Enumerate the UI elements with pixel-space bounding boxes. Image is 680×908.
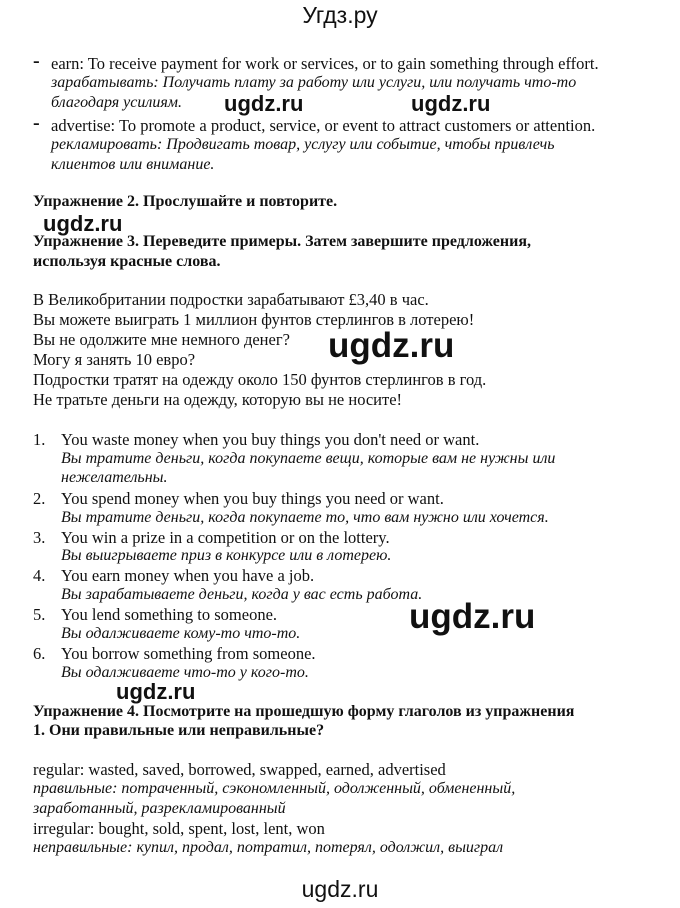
example-sentence: Вы можете выиграть 1 миллион фунтов стерлингов в лотерею!	[33, 310, 475, 329]
item-number: 1.	[33, 430, 46, 449]
example-sentence: Не тратьте деньги на одежду, которую вы не носите!	[33, 390, 403, 409]
site-title[interactable]: Угдз.ру	[302, 2, 378, 28]
vocab-advertise-ru-line: клиентов или внимание.	[51, 156, 215, 173]
watermark: ugdz.ru	[43, 211, 123, 236]
item-ru: Вы одалживаете кому-то что-то.	[61, 625, 301, 642]
vocab-earn-ru-line: зарабатывать: Получать плату за работу или услуги, или получать что-то	[51, 74, 577, 91]
item-ru: Вы тратите деньги, когда покупаете вещи, которые вам не нужны или	[61, 450, 556, 467]
watermark: ugdz.ru	[328, 326, 455, 365]
item-en: You lend something to someone.	[61, 605, 278, 624]
item-ru: Вы тратите деньги, когда покупаете то, что вам нужно или хочется.	[61, 509, 549, 526]
item-ru: Вы зарабатываете деньги, когда у вас есть работа.	[61, 586, 423, 603]
vocab-earn-ru-line: благодаря усилиям.	[51, 94, 182, 111]
item-number: 3.	[33, 528, 46, 547]
item-en: You win a prize in a competition or on the lottery.	[61, 528, 390, 547]
item-number: 2.	[33, 489, 46, 508]
item-en: You earn money when you have a job.	[61, 566, 315, 585]
item-ru: Вы выигрываете приз в конкурсе или в лотерею.	[61, 547, 392, 564]
bullet-marker: -	[33, 50, 40, 72]
item-number: 4.	[33, 566, 46, 585]
exercise-3-title: Упражнение 3. Переведите примеры. Затем завершите предложения,	[33, 233, 531, 250]
item-en: You waste money when you buy things you don't need or want.	[61, 430, 480, 449]
exercise-2-title: Упражнение 2. Прослушайте и повторите.	[33, 193, 338, 210]
vocab-advertise-ru-line: рекламировать: Продвигать товар, услугу или событие, чтобы привлечь	[51, 136, 555, 153]
item-en: You spend money when you buy things you need or want.	[61, 489, 444, 508]
example-sentence: Могу я занять 10 евро?	[33, 350, 196, 369]
watermark: ugdz.ru	[409, 597, 536, 636]
regular-ru: заработанный, разрекламированный	[33, 800, 286, 817]
example-sentence: Подростки тратят на одежду около 150 фунтов стерлингов в год.	[33, 370, 487, 389]
item-en: You borrow something from someone.	[61, 644, 316, 663]
exercise-3-title: используя красные слова.	[33, 253, 221, 270]
exercise-4-title: Упражнение 4. Посмотрите на прошедшую форму глаголов из упражнения	[33, 703, 575, 720]
regular-en: regular: wasted, saved, borrowed, swapped, earned, advertised	[33, 760, 446, 779]
irregular-ru: неправильные: купил, продал, потратил, потерял, одолжил, выиграл	[33, 839, 504, 856]
irregular-en: irregular: bought, sold, spent, lost, lent, won	[33, 819, 325, 838]
item-number: 6.	[33, 644, 46, 663]
vocab-earn-en: earn: To receive payment for work or services, or to gain something through effort.	[51, 54, 599, 73]
watermark: ugdz.ru	[411, 91, 491, 116]
exercise-4-title: 1. Они правильные или неправильные?	[33, 722, 325, 739]
bullet-marker: -	[33, 112, 40, 134]
watermark: ugdz.ru	[116, 679, 196, 704]
example-sentence: Вы не одолжите мне немного денег?	[33, 330, 290, 349]
regular-ru: правильные: потраченный, сэкономленный, одолженный, обмененный,	[33, 780, 516, 797]
vocab-advertise-en: advertise: To promote a product, service, or event to attract customers or attention.	[51, 116, 596, 135]
item-number: 5.	[33, 605, 46, 624]
item-ru: нежелательны.	[61, 469, 168, 486]
example-sentence: В Великобритании подростки зарабатывают £3,40 в час.	[33, 290, 429, 309]
watermark: ugdz.ru	[224, 91, 304, 116]
footer-site[interactable]: ugdz.ru	[301, 876, 379, 902]
item-ru: Вы одалживаете что-то у кого-то.	[61, 664, 309, 681]
